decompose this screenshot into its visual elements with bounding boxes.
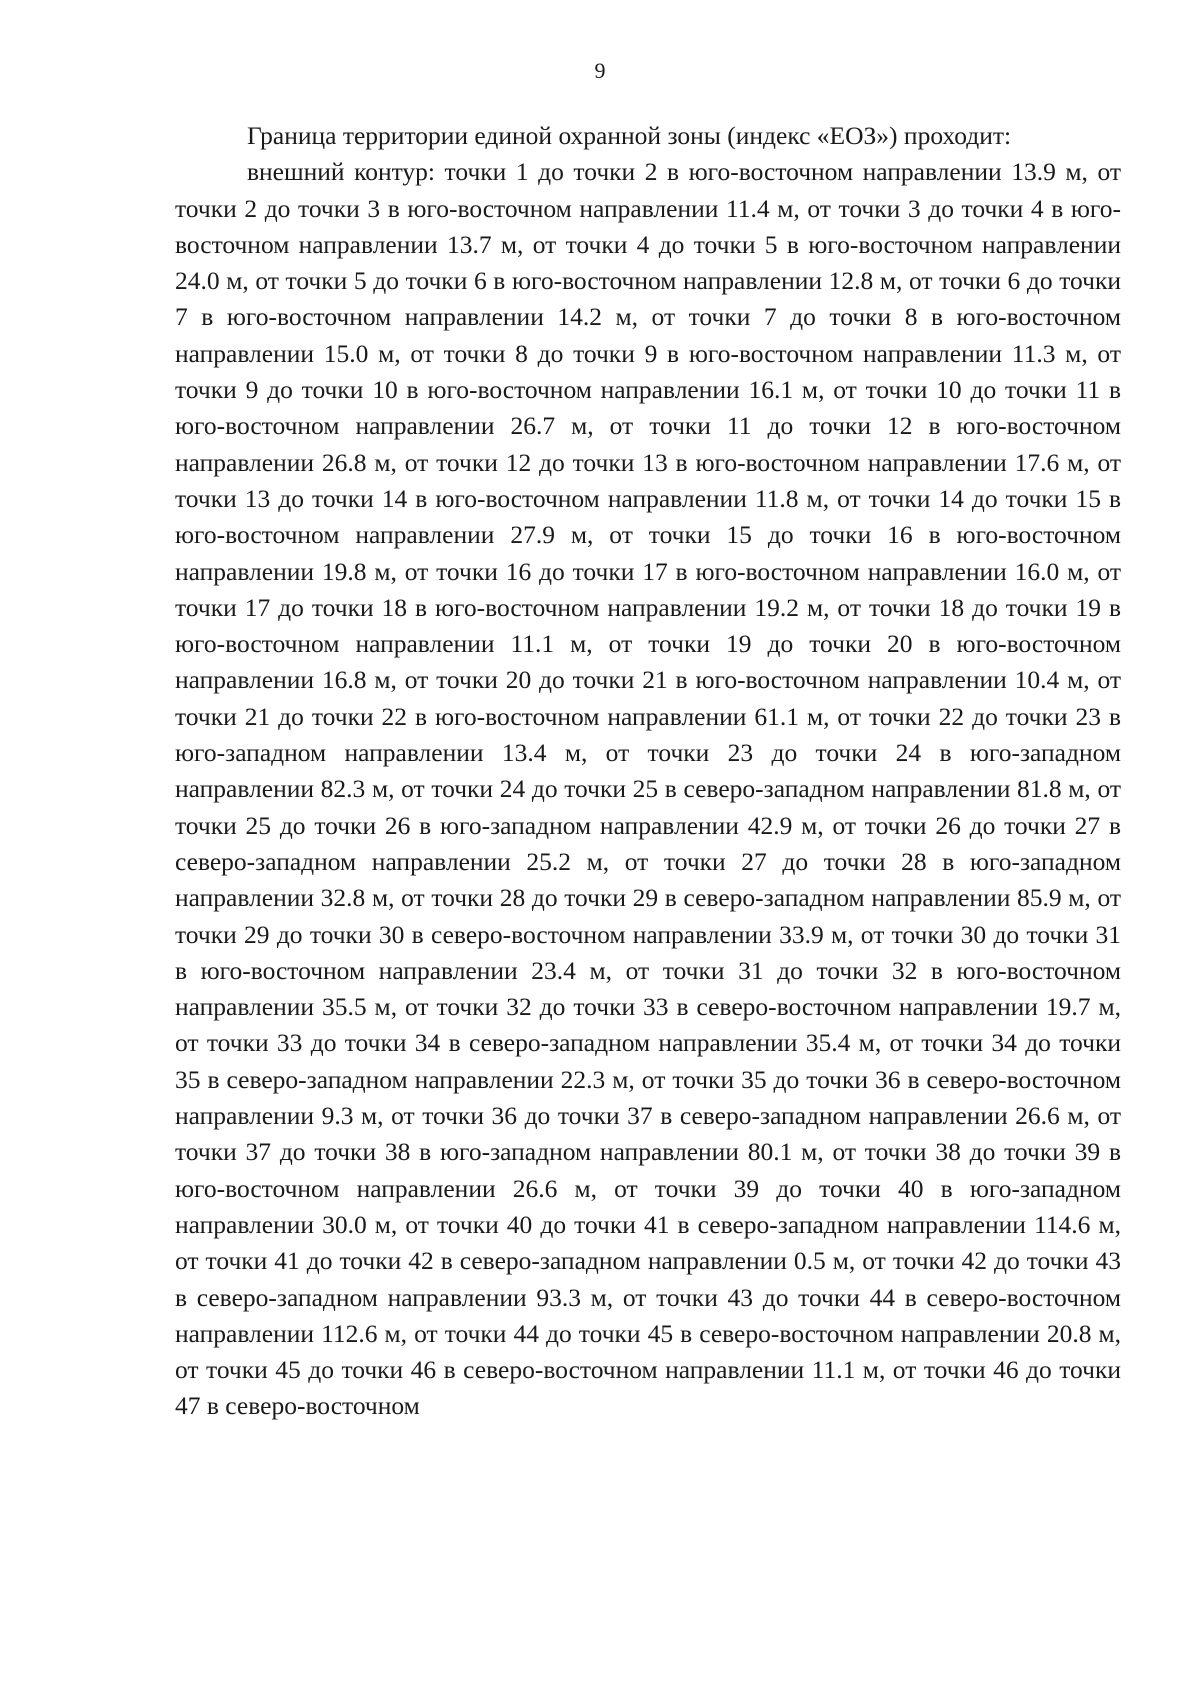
page-number: 9 (594, 58, 606, 83)
paragraph-outer-contour: внешний контур: точки 1 до точки 2 в юго-восточном направлении 13.9 м, от точки 2 до точки 3 в юго-восточном направлении 11.4 м, от точки 3 до точки 4 в юго-восточном направлении 13.7 м, от точки 4 до точки 5 в юго-восточном направлении 24.0 м, от точки 5 до точки 6 в юго-восточном направлении 12.8 м, от точки 6 до точки 7 в юго-восточном направлении 14.2 м, от точки 7 до точки 8 в юго-восточном направлении 15.0 м, от точки 8 до точки 9 в юго-восточном направлении 11.3 м, от точки 9 до точки 10 в юго-восточном направлении 16.1 м, от точки 10 до точки 11 в юго-восточном направлении 26.7 м, от точки 11 до точки 12 в юго-восточном направлении 26.8 м, от точки 12 до точки 13 в юго-восточном направлении 17.6 м, от точки 13 до точки 14 в юго-восточном направлении 11.8 м, от точки 14 до точки 15 в юго-восточном направлении 27.9 м, от точки 15 до точки 16 в юго-восточном направлении 19.8 м, от точки 16 до точки 17 в юго-восточном направлении 16.0 м, от точки 17 до точки 18 в юго-восточном направлении 19.2 м, от точки 18 до точки 19 в юго-восточном направлении 11.1 м, от точки 19 до точки 20 в юго-восточном направлении 16.8 м, от точки 20 до точки 21 в юго-восточном направлении 10.4 м, от точки 21 до точки 22 в юго-восточном направлении 61.1 м, от точки 22 до точки 23 в юго-западном направлении 13.4 м, от точки 23 до точки 24 в юго-западном направлении 82.3 м, от точки 24 до точки 25 в северо-западном направлении 81.8 м, от точки 25 до точки 26 в юго-западном направлении 42.9 м, от точки 26 до точки 27 в северо-западном направлении 25.2 м, от точки 27 до точки 28 в юго-западном направлении 32.8 м, от точки 28 до точки 29 в северо-западном направлении 85.9 м, от точки 29 до точки 30 в северо-восточном направлении 33.9 м, от точки 30 до точки 31 в юго-восточном направлении 23.4 м, от точки 31 до точки 32 в юго-восточном направлении 35.5 м, от точки 32 до точки 33 в северо-восточном направлении 19.7 м, от точки 33 до точки 34 в северо-западном направлении 35.4 м, от точки 34 до точки 35 в северо-западном направлении 22.3 м, от точки 35 до точки 36 в северо-восточном направлении 9.3 м, от точки 36 до точки 37 в северо-западном направлении 26.6 м, от точки 37 до точки 38 в юго-западном направлении 80.1 м, от точки 38 до точки 39 в юго-восточном направлении 26.6 м, от точки 39 до точки 40 в юго-западном направлении 30.0 м, от точки 40 до точки 41 в северо-западном направлении 114.6 м, от точки 41 до точки 42 в северо-западном направлении 0.5 м, от точки 42 до точки 43 в северо-западном направлении 93.3 м, от точки 43 до точки 44 в северо-восточном направлении 112.6 м, от точки 44 до точки 45 в северо-восточном направлении 20.8 м, от точки 45 до точки 46 в северо-восточном направлении 11.1 м, от точки 46 до точки 47 в северо-восточном (175, 157, 1121, 1421)
paragraph-heading: Граница территории единой охранной зоны (индекс «ЕОЗ») проходит: (247, 121, 1012, 150)
document-body (175, 118, 1121, 1425)
